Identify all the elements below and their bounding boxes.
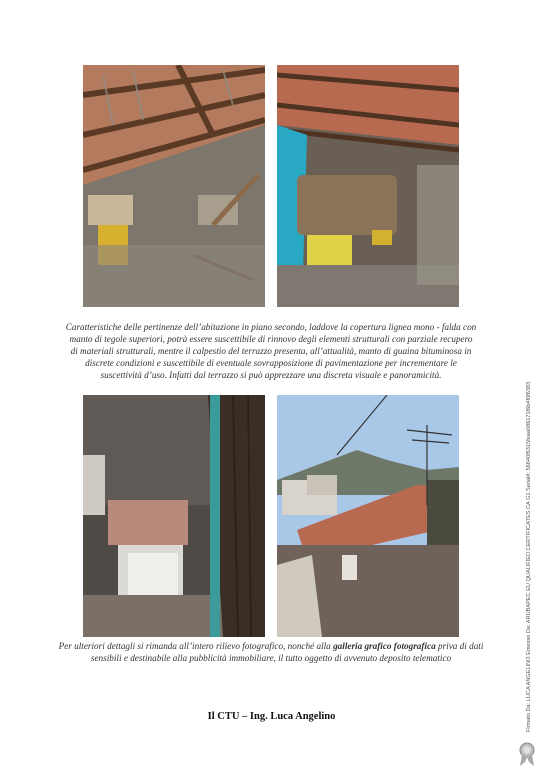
attic-photo-image	[277, 65, 459, 307]
caption-line: di materiali strutturali, mentre il calpestio del terrazzo presenta, all’attualità, manto di guaina bituminosa in	[70, 346, 472, 356]
bathroom-photo	[83, 395, 265, 637]
caption-line: discrete condizioni e suscettibile di eventuale sovrapposizione di pavimentazione per incrementare le	[85, 358, 457, 368]
caption-line: sensibili e destinabile alla pubblicità immobiliare, il tutto oggetto di avvenuto deposito telematico	[90, 653, 452, 663]
caption-line: manto di tegole superiori, potrà essere suscettibile di rinnovo degli elementi strutturali con parziale recupero	[69, 334, 473, 344]
terrace-view-photo	[277, 395, 459, 637]
attic-photo-image	[83, 65, 265, 307]
caption-line: Caratteristiche delle pertinenze dell’abitazione in piano secondo, laddove la copertura lignea mono - falda con	[65, 322, 477, 332]
photo-caption-top	[48, 321, 494, 381]
bathroom-photo-image	[83, 395, 265, 637]
gallery-reference: galleria grafico fotografica	[333, 641, 436, 651]
digital-signature-stamp: Firmato Da: LUCA ANGELINO Emesso Da: ARUBAPEC EU QUALIFIED CERTIFICATES CA G1 Serial#: 56640f6315feaa086171f6b4f0f6383	[526, 381, 532, 732]
attic-roof-photo-left	[83, 65, 265, 307]
caption-line	[48, 640, 494, 652]
attic-roof-photo-right	[277, 65, 459, 307]
terrace-photo-image	[277, 395, 459, 637]
caption-text: priva di dati	[435, 641, 484, 651]
photo-caption-bottom	[48, 640, 494, 664]
caption-line: suscettività d’uso. Infatti dal terrazzo si può apprezzare una discreta visuale e panoramicità.	[100, 370, 442, 380]
ctu-signature: Il CTU – Ing. Luca Angelino	[207, 711, 336, 722]
caption-text: Per ulteriori dettagli si rimanda all’intero rilievo fotografico, nonché alla	[58, 641, 334, 651]
certificate-seal-icon	[518, 741, 536, 767]
